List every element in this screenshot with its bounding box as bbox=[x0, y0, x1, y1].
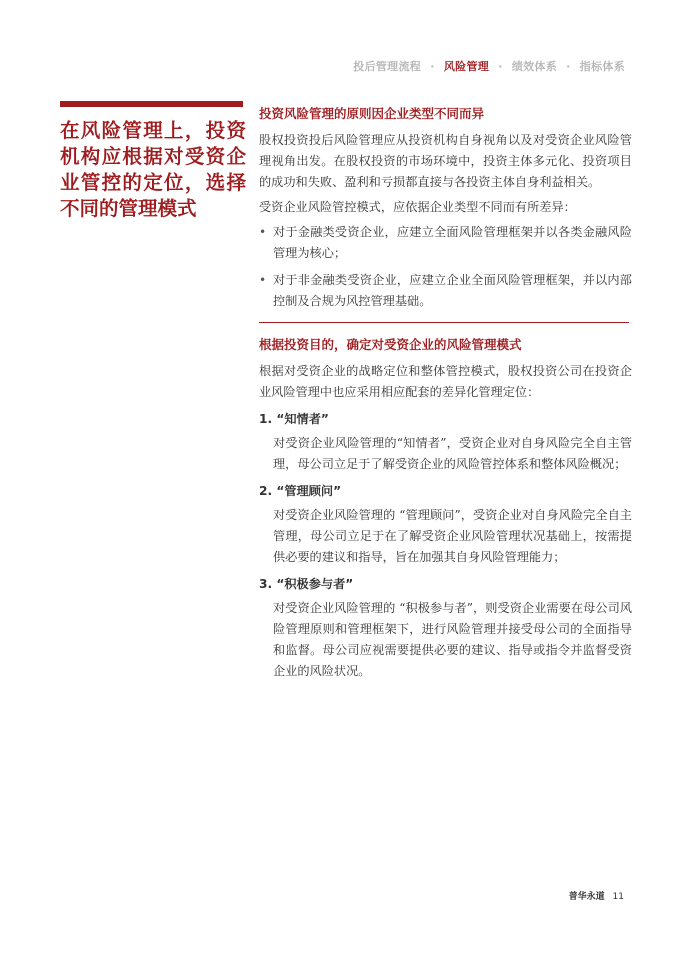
list-item-text: 对于非金融类受资企业，应建立企业全面风险管理框架，并以内部控制及合规为风控管理基础。 bbox=[273, 273, 632, 308]
nav-item-process[interactable]: 投后管理流程 bbox=[353, 60, 422, 73]
pull-quote-heading: 在风险管理上，投资机构应根据对受资企业管控的定位，选择不同的管理模式 bbox=[60, 119, 246, 220]
brand-name: 普华永道 bbox=[568, 892, 605, 902]
bullet-icon: • bbox=[259, 225, 267, 239]
nav-separator: · bbox=[498, 60, 503, 73]
nav-separator: · bbox=[430, 60, 435, 73]
list-item bbox=[259, 270, 632, 312]
numbered-item-body: 对受资企业风险管理的 “管理顾问”，受资企业对自身风险完全自主管理，母公司立足于在了解受资企业风险管理状况基础上，按需提供必要的建议和指导，旨在加强其自身风险管理能力； bbox=[273, 508, 632, 564]
section-title: 根据投资目的，确定对受资企业的风险管理模式 bbox=[259, 337, 522, 352]
numbered-item-body: 对受资企业风险管理的 “积极参与者”，则受资企业需要在母公司风险管理原则和管理框架下，进行风险管理并接受母公司的全面指导和监督。母公司应视需要提供必要的建议、指导或指令并监督受资企业的风险状况。 bbox=[273, 601, 632, 678]
section-navigation bbox=[353, 58, 625, 74]
section-title: 投资风险管理的原则因企业类型不同而异 bbox=[259, 106, 485, 121]
accent-bar bbox=[60, 101, 243, 107]
list-item-text: 对于金融类受资企业，应建立全面风险管理框架并以各类金融风险管理为核心； bbox=[273, 225, 632, 260]
nav-item-performance[interactable]: 绩效体系 bbox=[511, 60, 558, 73]
paragraph: 根据对受资企业的战略定位和整体管控模式，股权投资公司在投资企业风险管理中也应采用相应配套的差异化管理定位： bbox=[259, 364, 632, 399]
nav-item-indicators[interactable]: 指标体系 bbox=[579, 60, 625, 73]
bullet-icon: • bbox=[259, 273, 267, 287]
paragraph: 受资企业风险管控模式，应依据企业类型不同而有所差异： bbox=[259, 200, 576, 214]
page-number: 11 bbox=[612, 892, 624, 902]
numbered-item-body: 对受资企业风险管理的“知情者”，受资企业对自身风险完全自主管理，母公司立足于了解受资企业的风险管控体系和整体风险概况； bbox=[273, 436, 632, 471]
section-divider bbox=[259, 322, 629, 323]
numbered-item-title: 2. “管理顾问” bbox=[259, 484, 342, 498]
paragraph: 股权投资投后风险管理应从投资机构自身视角以及对受资企业风险管理视角出发。在股权投资的市场环境中，投资主体多元化、投资项目的成功和失败、盈利和亏损都直接与各投资主体自身利益相关。 bbox=[259, 133, 632, 189]
main-content bbox=[259, 104, 632, 688]
nav-item-risk-management[interactable]: 风险管理 bbox=[443, 60, 490, 73]
bullet-list bbox=[259, 222, 632, 312]
numbered-item-title: 1. “知情者” bbox=[259, 412, 329, 426]
page-footer bbox=[569, 889, 624, 902]
list-item bbox=[259, 222, 632, 264]
numbered-item-title: 3. “积极参与者” bbox=[259, 577, 354, 591]
nav-separator: · bbox=[566, 60, 571, 73]
